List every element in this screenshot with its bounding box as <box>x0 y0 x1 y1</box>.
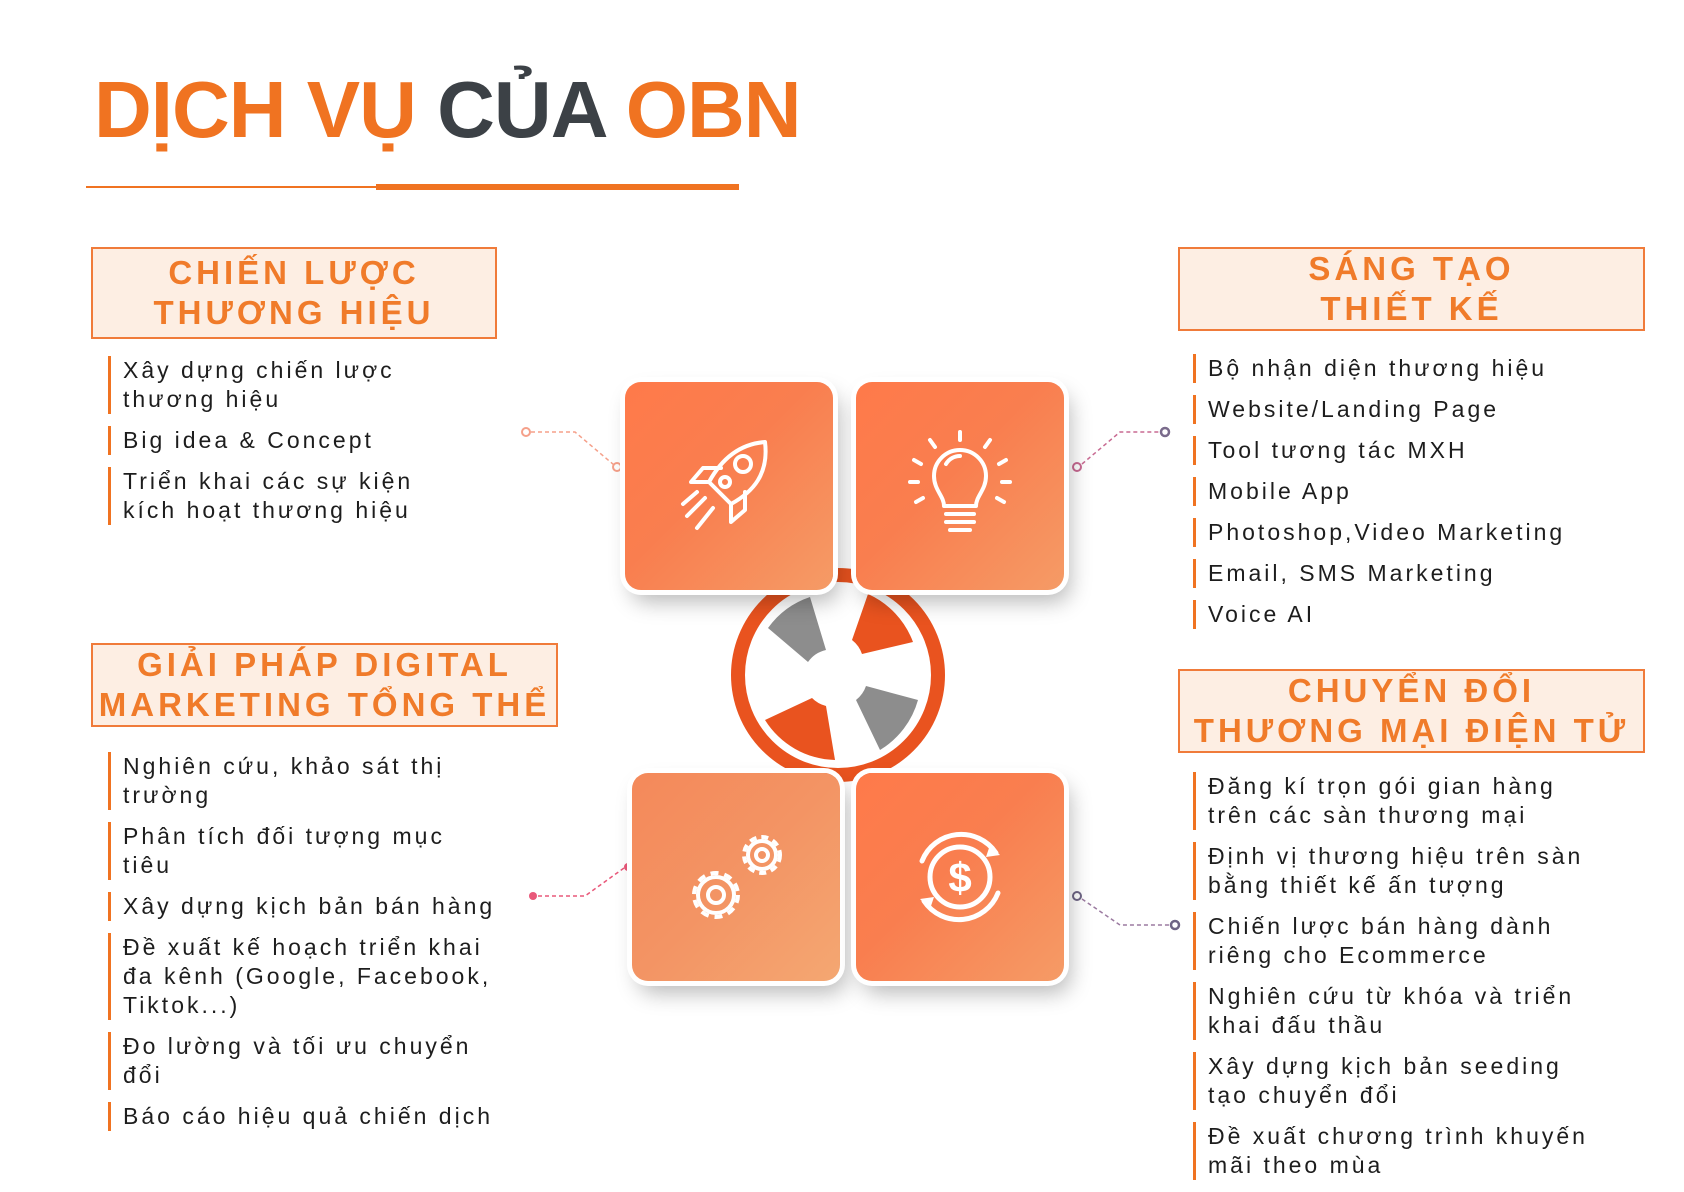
list-item: Nghiên cứu, khảo sát thị trường <box>108 752 495 810</box>
list-item: Bộ nhận diện thương hiệu <box>1193 354 1565 383</box>
category-box-ecommerce <box>1178 669 1645 753</box>
list-item: Email, SMS Marketing <box>1193 559 1565 588</box>
list-item: Nghiên cứu từ khóa và triển khai đấu thầu <box>1193 982 1588 1040</box>
category-label-creative-design: SÁNG TẠO THIẾT KẾ <box>1308 250 1515 327</box>
connector-brand-strategy <box>522 428 621 471</box>
list-item: Phân tích đối tượng mục tiêu <box>108 822 495 880</box>
title-underline-thick <box>376 184 739 190</box>
service-list-ecommerce <box>1193 772 1588 1192</box>
service-list-digital-marketing <box>108 752 495 1143</box>
list-item: Website/Landing Page <box>1193 395 1565 424</box>
list-item: Đề xuất kế hoạch triển khai đa kênh (Google, Facebook, Tiktok...) <box>108 933 495 1020</box>
dollar-cycle-icon <box>900 817 1020 937</box>
category-box-brand-strategy <box>91 247 497 339</box>
title-part-1: DỊCH VỤ <box>94 65 416 154</box>
title-underline-thin <box>86 186 376 188</box>
connector-digital-marketing <box>529 863 632 900</box>
list-item: Báo cáo hiệu quả chiến dịch <box>108 1102 495 1131</box>
list-item: Đề xuất chương trình khuyến mãi theo mùa <box>1193 1122 1588 1180</box>
dollar-sign: $ <box>948 854 972 901</box>
list-item: Xây dựng kịch bản seeding tạo chuyển đổi <box>1193 1052 1588 1110</box>
rocket-icon <box>669 426 789 546</box>
category-label-ecommerce: CHUYỂN ĐỔI THƯƠNG MẠI ĐIỆN TỬ <box>1193 672 1630 749</box>
tile-brand-strategy <box>625 382 833 590</box>
list-item: Đo lường và tối ưu chuyển đổi <box>108 1032 495 1090</box>
list-item: Chiến lược bán hàng dành riêng cho Ecommerce <box>1193 912 1588 970</box>
title-part-2: CỦA <box>437 65 605 154</box>
service-list-creative-design <box>1193 354 1565 641</box>
lightbulb-icon <box>900 426 1020 546</box>
list-item: Big idea & Concept <box>108 426 413 455</box>
connector-ecommerce <box>1073 892 1179 929</box>
list-item: Xây dựng kịch bản bán hàng <box>108 892 495 921</box>
list-item: Tool tương tác MXH <box>1193 436 1565 465</box>
tile-digital-marketing <box>632 773 840 981</box>
list-item: Mobile App <box>1193 477 1565 506</box>
category-box-digital-marketing <box>91 643 558 727</box>
list-item: Voice AI <box>1193 600 1565 629</box>
category-label-brand-strategy: CHIẾN LƯỢC THƯƠNG HIỆU <box>153 254 435 331</box>
list-item: Xây dựng chiến lược thương hiệu <box>108 356 413 414</box>
connector-creative-design <box>1073 428 1169 471</box>
page-title <box>94 65 801 154</box>
title-part-3: OBN <box>625 65 801 154</box>
service-list-brand-strategy <box>108 356 413 537</box>
list-item: Triển khai các sự kiện kích hoạt thương hiệu <box>108 467 413 525</box>
cycle-ring <box>738 575 938 775</box>
list-item: Photoshop,Video Marketing <box>1193 518 1565 547</box>
list-item: Định vị thương hiệu trên sàn bằng thiết kế ấn tượng <box>1193 842 1588 900</box>
gears-icon <box>676 817 796 937</box>
tile-creative-design <box>856 382 1064 590</box>
tile-ecommerce <box>856 773 1064 981</box>
category-box-creative-design <box>1178 247 1645 331</box>
category-label-digital-marketing: GIẢI PHÁP DIGITAL MARKETING TỔNG THỂ <box>98 646 551 723</box>
list-item: Đăng kí trọn gói gian hàng trên các sàn thương mại <box>1193 772 1588 830</box>
